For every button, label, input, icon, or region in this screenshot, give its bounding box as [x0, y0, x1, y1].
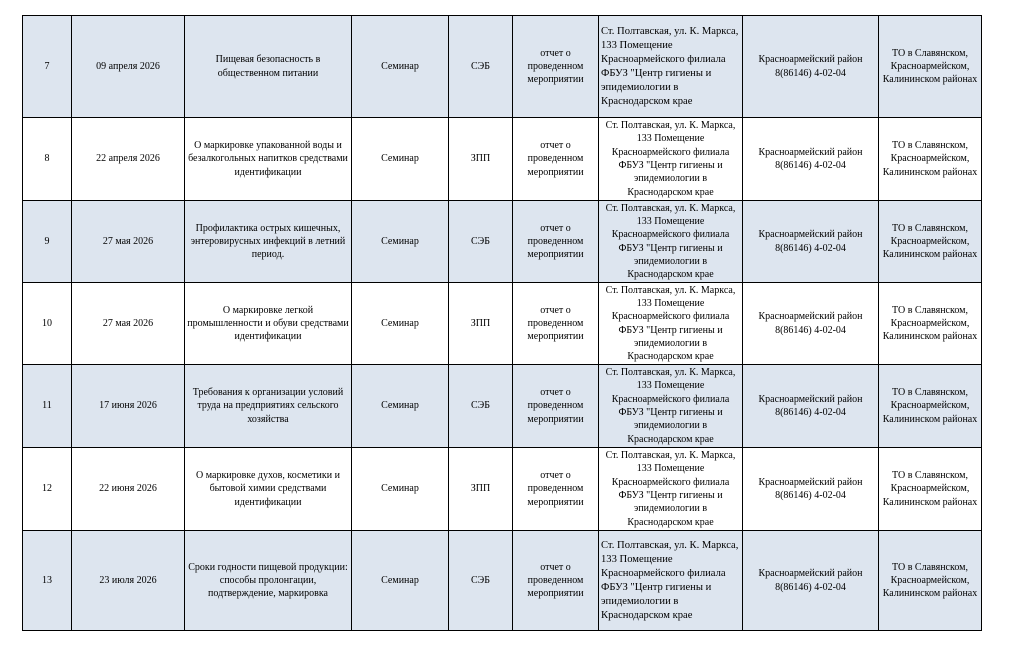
- event-report: отчет о проведенном мероприятии: [513, 16, 599, 118]
- event-office: ТО в Славянском, Красноармейском, Калининском районах: [879, 448, 982, 531]
- event-date: 22 апреля 2026: [72, 118, 185, 201]
- event-date: 27 мая 2026: [72, 201, 185, 283]
- event-report: отчет о проведенном мероприятии: [513, 531, 599, 631]
- event-office: ТО в Славянском, Красноармейском, Калининском районах: [879, 118, 982, 201]
- row-number: 8: [23, 118, 72, 201]
- event-topic: О маркировке духов, косметики и бытовой химии средствами идентификации: [185, 448, 352, 531]
- table-row: [23, 365, 982, 448]
- event-format: Семинар: [352, 16, 449, 118]
- row-number: 11: [23, 365, 72, 448]
- row-number: 10: [23, 283, 72, 365]
- row-number: 13: [23, 531, 72, 631]
- event-date: 22 июня 2026: [72, 448, 185, 531]
- event-topic: Пищевая безопасность в общественном питании: [185, 16, 352, 118]
- events-table: [22, 15, 982, 631]
- event-topic: Требования к организации условий труда на предприятиях сельского хозяйства: [185, 365, 352, 448]
- event-district: Красноармейский район 8(86146) 4-02-04: [743, 448, 879, 531]
- events-table-container: [22, 15, 982, 631]
- event-report: отчет о проведенном мероприятии: [513, 201, 599, 283]
- event-date: 23 июля 2026: [72, 531, 185, 631]
- event-date: 27 мая 2026: [72, 283, 185, 365]
- event-address: Ст. Полтавская, ул. К. Маркса, 133 Помещение Красноармейского филиала ФБУЗ "Центр гигиены и эпидемиологии в Краснодарском крае: [599, 16, 743, 118]
- event-date: 17 июня 2026: [72, 365, 185, 448]
- event-department: СЭБ: [449, 531, 513, 631]
- event-format: Семинар: [352, 201, 449, 283]
- event-date: 09 апреля 2026: [72, 16, 185, 118]
- event-address: Ст. Полтавская, ул. К. Маркса, 133 Помещение Красноармейского филиала ФБУЗ "Центр гигиены и эпидемиологии в Краснодарском крае: [599, 531, 743, 631]
- table-row: [23, 201, 982, 283]
- table-row: [23, 448, 982, 531]
- event-topic: О маркировке легкой промышленности и обуви средствами идентификации: [185, 283, 352, 365]
- event-format: Семинар: [352, 365, 449, 448]
- event-district: Красноармейский район 8(86146) 4-02-04: [743, 16, 879, 118]
- event-office: ТО в Славянском, Красноармейском, Калининском районах: [879, 365, 982, 448]
- event-office: ТО в Славянском, Красноармейском, Калининском районах: [879, 531, 982, 631]
- event-report: отчет о проведенном мероприятии: [513, 283, 599, 365]
- event-department: СЭБ: [449, 16, 513, 118]
- event-format: Семинар: [352, 448, 449, 531]
- event-department: ЗПП: [449, 448, 513, 531]
- event-district: Красноармейский район 8(86146) 4-02-04: [743, 283, 879, 365]
- table-row: [23, 283, 982, 365]
- event-office: ТО в Славянском, Красноармейском, Калининском районах: [879, 16, 982, 118]
- event-address: Ст. Полтавская, ул. К. Маркса, 133 Помещение Красноармейского филиала ФБУЗ "Центр гигиены и эпидемиологии в Краснодарском крае: [599, 365, 743, 448]
- event-district: Красноармейский район 8(86146) 4-02-04: [743, 118, 879, 201]
- event-department: СЭБ: [449, 201, 513, 283]
- event-topic: Сроки годности пищевой продукции: способы пролонгации, подтверждение, маркировка: [185, 531, 352, 631]
- event-report: отчет о проведенном мероприятии: [513, 118, 599, 201]
- event-department: СЭБ: [449, 365, 513, 448]
- row-number: 12: [23, 448, 72, 531]
- event-report: отчет о проведенном мероприятии: [513, 448, 599, 531]
- event-district: Красноармейский район 8(86146) 4-02-04: [743, 531, 879, 631]
- table-row: [23, 531, 982, 631]
- event-topic: О маркировке упакованной воды и безалкогольных напитков средствами идентификации: [185, 118, 352, 201]
- event-format: Семинар: [352, 118, 449, 201]
- event-format: Семинар: [352, 283, 449, 365]
- row-number: 7: [23, 16, 72, 118]
- event-district: Красноармейский район 8(86146) 4-02-04: [743, 365, 879, 448]
- event-department: ЗПП: [449, 118, 513, 201]
- event-address: Ст. Полтавская, ул. К. Маркса, 133 Помещение Красноармейского филиала ФБУЗ "Центр гигиены и эпидемиологии в Краснодарском крае: [599, 118, 743, 201]
- table-row: [23, 118, 982, 201]
- event-department: ЗПП: [449, 283, 513, 365]
- event-office: ТО в Славянском, Красноармейском, Калининском районах: [879, 283, 982, 365]
- row-number: 9: [23, 201, 72, 283]
- event-report: отчет о проведенном мероприятии: [513, 365, 599, 448]
- event-district: Красноармейский район 8(86146) 4-02-04: [743, 201, 879, 283]
- event-format: Семинар: [352, 531, 449, 631]
- event-address: Ст. Полтавская, ул. К. Маркса, 133 Помещение Красноармейского филиала ФБУЗ "Центр гигиены и эпидемиологии в Краснодарском крае: [599, 201, 743, 283]
- event-topic: Профилактика острых кишечных, энтеровирусных инфекций в летний период.: [185, 201, 352, 283]
- event-address: Ст. Полтавская, ул. К. Маркса, 133 Помещение Красноармейского филиала ФБУЗ "Центр гигиены и эпидемиологии в Краснодарском крае: [599, 448, 743, 531]
- event-office: ТО в Славянском, Красноармейском, Калининском районах: [879, 201, 982, 283]
- event-address: Ст. Полтавская, ул. К. Маркса, 133 Помещение Красноармейского филиала ФБУЗ "Центр гигиены и эпидемиологии в Краснодарском крае: [599, 283, 743, 365]
- table-row: [23, 16, 982, 118]
